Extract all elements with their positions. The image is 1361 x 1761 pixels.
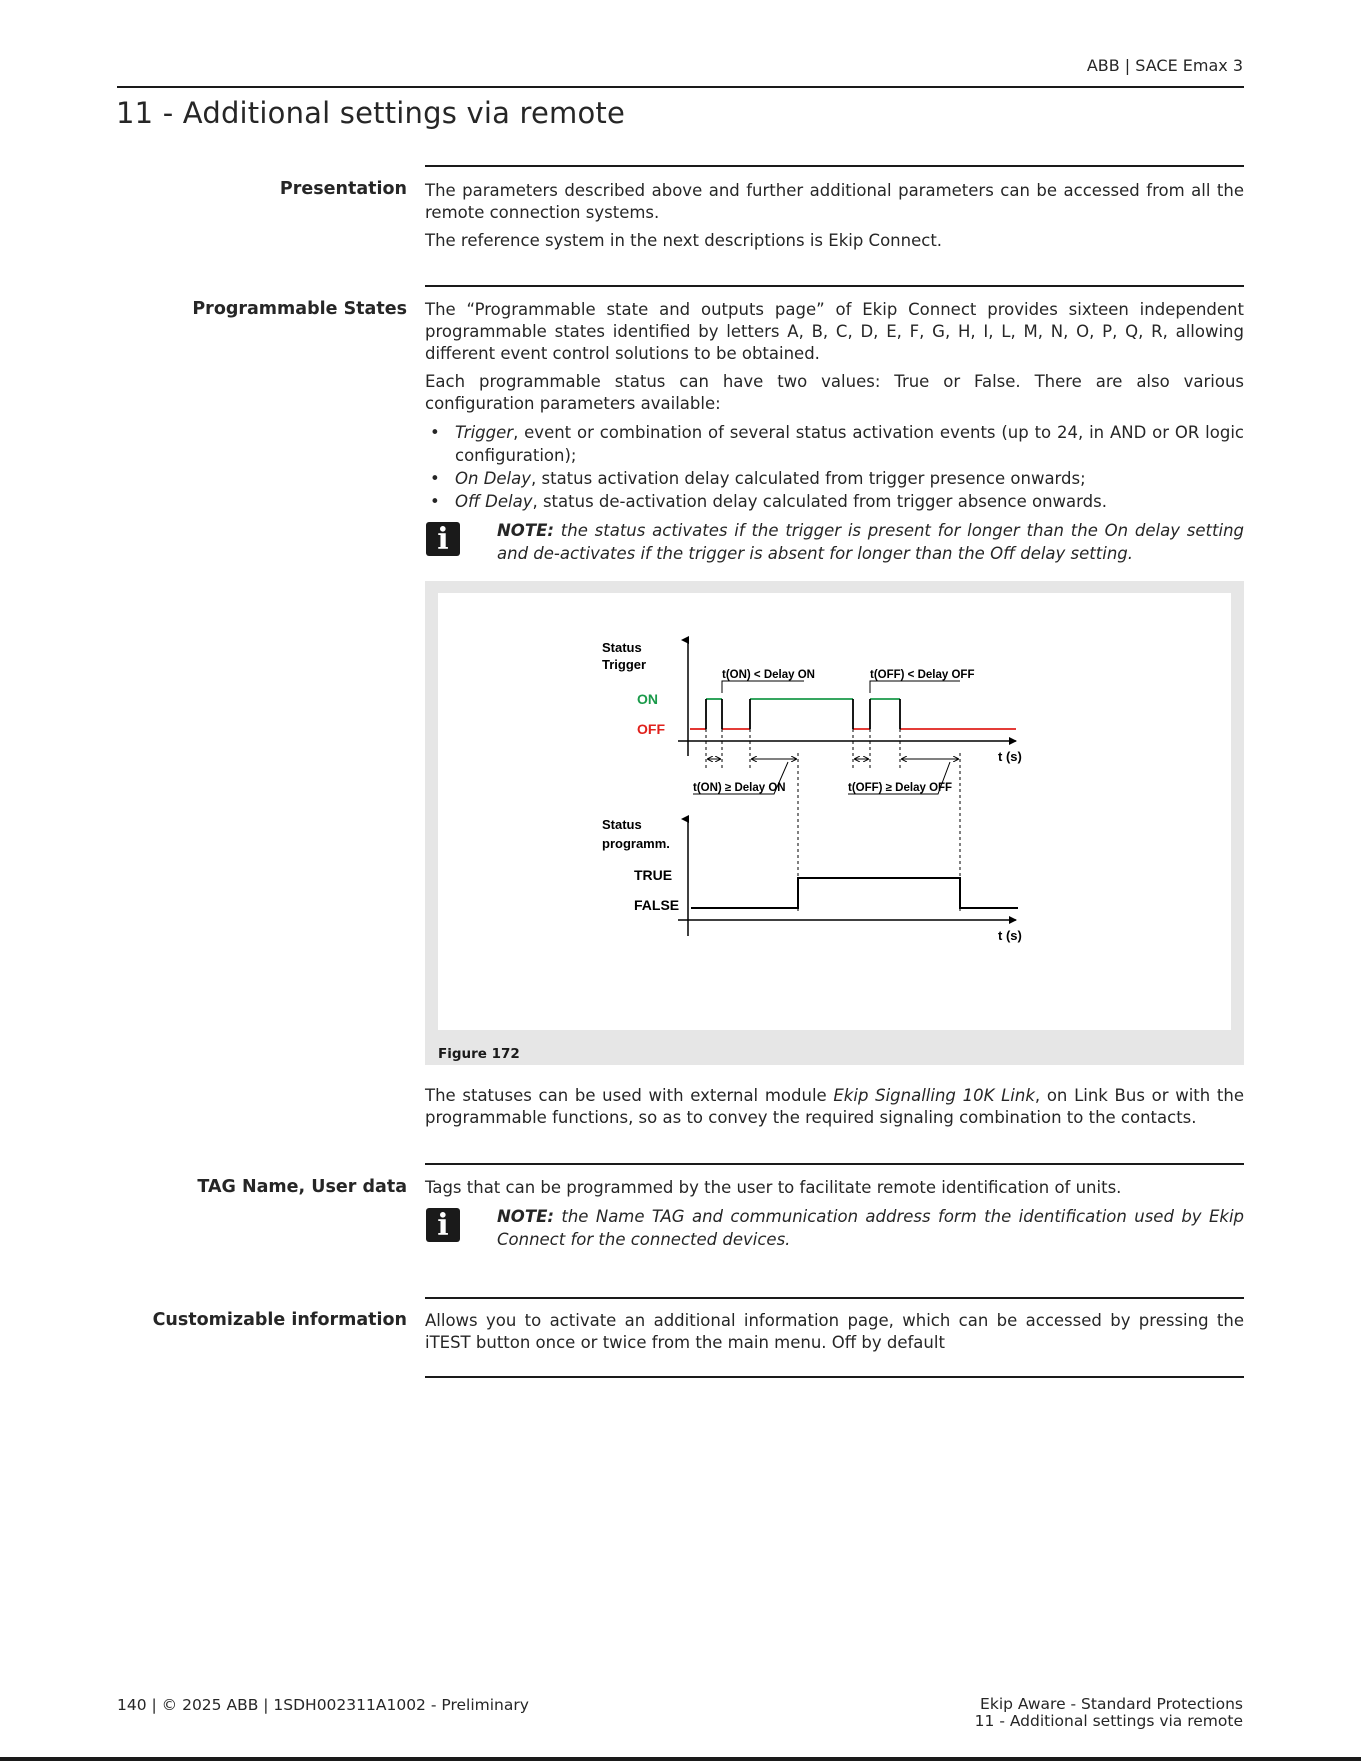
- note-text: the Name TAG and communication address form the identification used by Ekip Connect for the connected devices.: [497, 1207, 1244, 1249]
- list-item-text: , event or combination of several status activation events (up to 24, in AND or OR logic configuration);: [455, 423, 1244, 465]
- note-text: the status activates if the trigger is present for longer than the On delay setting and de-activates if the trigger is absent for longer than the Off delay setting.: [497, 521, 1244, 563]
- list-item-text: , status activation delay calculated from trigger presence onwards;: [531, 469, 1086, 488]
- note-box: [425, 519, 1244, 565]
- section-label-presentation: Presentation: [279, 179, 407, 199]
- section-label-customizable-information: Customizable information: [152, 1310, 407, 1330]
- bullet-marker: •: [430, 492, 440, 511]
- paragraph-text: The statuses can be used with external module: [425, 1086, 834, 1105]
- programm-axis-title-1: Status: [602, 817, 642, 832]
- trigger-edges: [706, 699, 900, 729]
- section-divider: [425, 1376, 1244, 1378]
- page-title: 11 - Additional settings via remote: [116, 96, 626, 130]
- section-tag-name: [425, 1177, 1244, 1251]
- toff-short-label: t(OFF) < Delay OFF: [870, 669, 975, 681]
- section-programmable-states: [425, 299, 1244, 565]
- paragraph-text: , on Link Bus or with the programmable functions, so as to convey the required signaling combination to the contacts.: [425, 1086, 1244, 1127]
- false-level-label: FALSE: [634, 897, 680, 913]
- ton-short-label: t(ON) < Delay ON: [722, 669, 815, 681]
- trigger-axis-title-2: Trigger: [602, 657, 647, 672]
- figure-172: [425, 581, 1244, 1065]
- bullet-marker: •: [430, 469, 440, 488]
- timing-guides: [706, 729, 960, 911]
- off-level-label: OFF: [637, 721, 665, 737]
- paragraph: [425, 1085, 1244, 1129]
- section-label-programmable-states: Programmable States: [192, 299, 407, 319]
- section-presentation: [425, 180, 1244, 258]
- footer-document-info: [975, 1696, 1243, 1730]
- timing-diagram-svg: [438, 593, 1231, 1030]
- paragraph: The “Programmable state and outputs page” of Ekip Connect provides sixteen independent programmable states identified by letters A, B, C, D, E, F, G, H, I, L, M, N, O, P, Q, R, allowing different event control solutions to be obtained.: [425, 300, 1244, 363]
- term-off-delay: Off Delay: [455, 492, 533, 511]
- paragraph: The reference system in the next descriptions is Ekip Connect.: [425, 231, 943, 250]
- paragraph: Tags that can be programmed by the user to facilitate remote identification of units.: [425, 1178, 1122, 1197]
- section-divider: [425, 1163, 1244, 1165]
- on-level-label: ON: [637, 691, 658, 707]
- footer-page-info: 140 | © 2025 ABB | 1SDH002311A1002 - Preliminary: [117, 1696, 529, 1714]
- parameter-list: [425, 421, 1244, 513]
- paragraph: The parameters described above and further additional parameters can be accessed from all the remote connection systems.: [425, 181, 1244, 222]
- note-label: NOTE:: [497, 1207, 554, 1226]
- section-divider: [425, 165, 1244, 167]
- paragraph: Allows you to activate an additional information page, which can be accessed by pressing the iTEST button once or twice from the main menu. Off by default: [425, 1311, 1244, 1352]
- ton-long-label: t(ON) ≥ Delay ON: [693, 782, 786, 794]
- list-item-text: , status de-activation delay calculated from trigger absence onwards.: [532, 492, 1107, 511]
- trigger-axis-title-1: Status: [602, 640, 642, 655]
- note-box: [425, 1205, 1244, 1251]
- true-level-label: TRUE: [634, 867, 673, 883]
- footer-chapter-title: 11 - Additional settings via remote: [974, 1712, 1243, 1730]
- section-programmable-states-continued: [425, 1085, 1244, 1135]
- short-pulse-brackets: [722, 681, 960, 693]
- term-on-delay: On Delay: [455, 469, 532, 488]
- list-item: [425, 421, 1244, 467]
- info-icon: i: [426, 1208, 460, 1242]
- info-icon: i: [426, 522, 460, 556]
- paragraph: Each programmable status can have two values: True or False. There are also various configuration parameters available:: [425, 372, 1244, 413]
- time-axis-label: t (s): [998, 928, 1022, 943]
- note-label: NOTE:: [497, 521, 554, 540]
- toff-long-label: t(OFF) ≥ Delay OFF: [848, 782, 953, 794]
- header-rule: [117, 86, 1244, 88]
- footer-document-title: Ekip Aware - Standard Protections: [980, 1695, 1243, 1713]
- programm-axis-title-2: programm.: [602, 836, 670, 851]
- time-axis-label: t (s): [998, 749, 1022, 764]
- header-brand: ABB | SACE Emax 3: [1086, 56, 1243, 75]
- section-label-tag-name: TAG Name, User data: [197, 1177, 407, 1197]
- list-item: [425, 467, 1244, 490]
- term-trigger: Trigger: [455, 423, 514, 442]
- figure-caption: Figure 172: [438, 1046, 520, 1062]
- timing-diagram: [438, 593, 1231, 1030]
- section-divider: [425, 285, 1244, 287]
- programmable-status-signal: [691, 878, 1018, 908]
- list-item: [425, 490, 1244, 513]
- module-name: Ekip Signalling 10K Link: [833, 1086, 1035, 1105]
- footer-bar: [0, 1757, 1361, 1761]
- section-customizable-information: [425, 1310, 1244, 1360]
- section-divider: [425, 1297, 1244, 1299]
- bullet-marker: •: [430, 423, 440, 442]
